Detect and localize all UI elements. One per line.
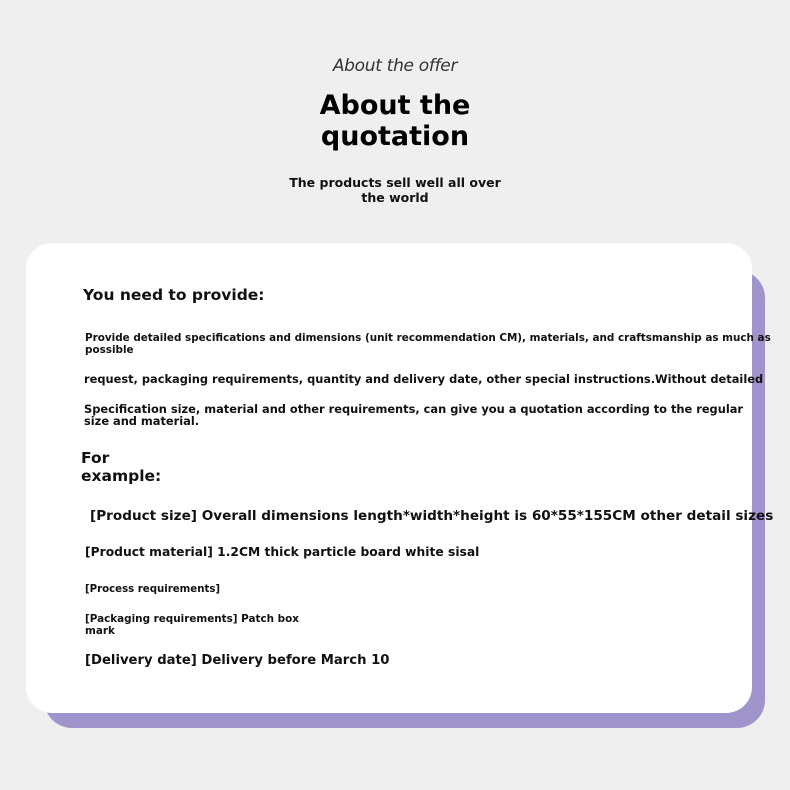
- requirements-paragraph-3: [84, 403, 743, 427]
- tagline-line-1: The products sell well all over: [289, 175, 501, 190]
- example-packaging-requirements: [85, 613, 299, 637]
- example-packaging-line-1: [Packaging requirements] Patch box: [85, 613, 299, 625]
- requirements-paragraph-1: [85, 333, 771, 356]
- requirements-paragraph-1-line-2: possible: [85, 343, 134, 356]
- tagline-line-2: the world: [361, 190, 429, 205]
- requirements-paragraph-3-line-1: Specification size, material and other requirements, can give you a quotation according to the regular: [84, 402, 744, 416]
- example-heading-line-2: example:: [81, 467, 162, 485]
- example-process-requirements: [Process requirements]: [85, 584, 221, 595]
- requirements-paragraph-2: request, packaging requirements, quantity and delivery date, other special instructions.Without detailed: [84, 372, 764, 386]
- example-packaging-line-2: mark: [85, 625, 115, 637]
- requirements-paragraph-1-line-1: Provide detailed specifications and dimensions (unit recommendation CM), materials, and craftsmanship as much as: [85, 332, 771, 344]
- tagline: [0, 175, 790, 205]
- example-product-material: [Product material] 1.2CM thick particle board white sisal: [85, 545, 480, 559]
- example-product-size: [Product size] Overall dimensions length*width*height is 60*55*155CM other detail sizes: [90, 508, 774, 524]
- example-delivery-date: [Delivery date] Delivery before March 10: [85, 653, 390, 668]
- example-heading: [81, 449, 161, 485]
- requirements-paragraph-3-line-2: size and material.: [84, 414, 200, 428]
- info-card: [26, 243, 774, 713]
- page-title-line-2: quotation: [320, 121, 470, 152]
- provide-heading: You need to provide:: [83, 286, 265, 304]
- example-heading-line-1: For: [81, 449, 110, 467]
- page-title: [0, 90, 790, 152]
- page-title-line-1: About the: [319, 90, 471, 121]
- italic-subtitle: About the offer: [332, 56, 458, 76]
